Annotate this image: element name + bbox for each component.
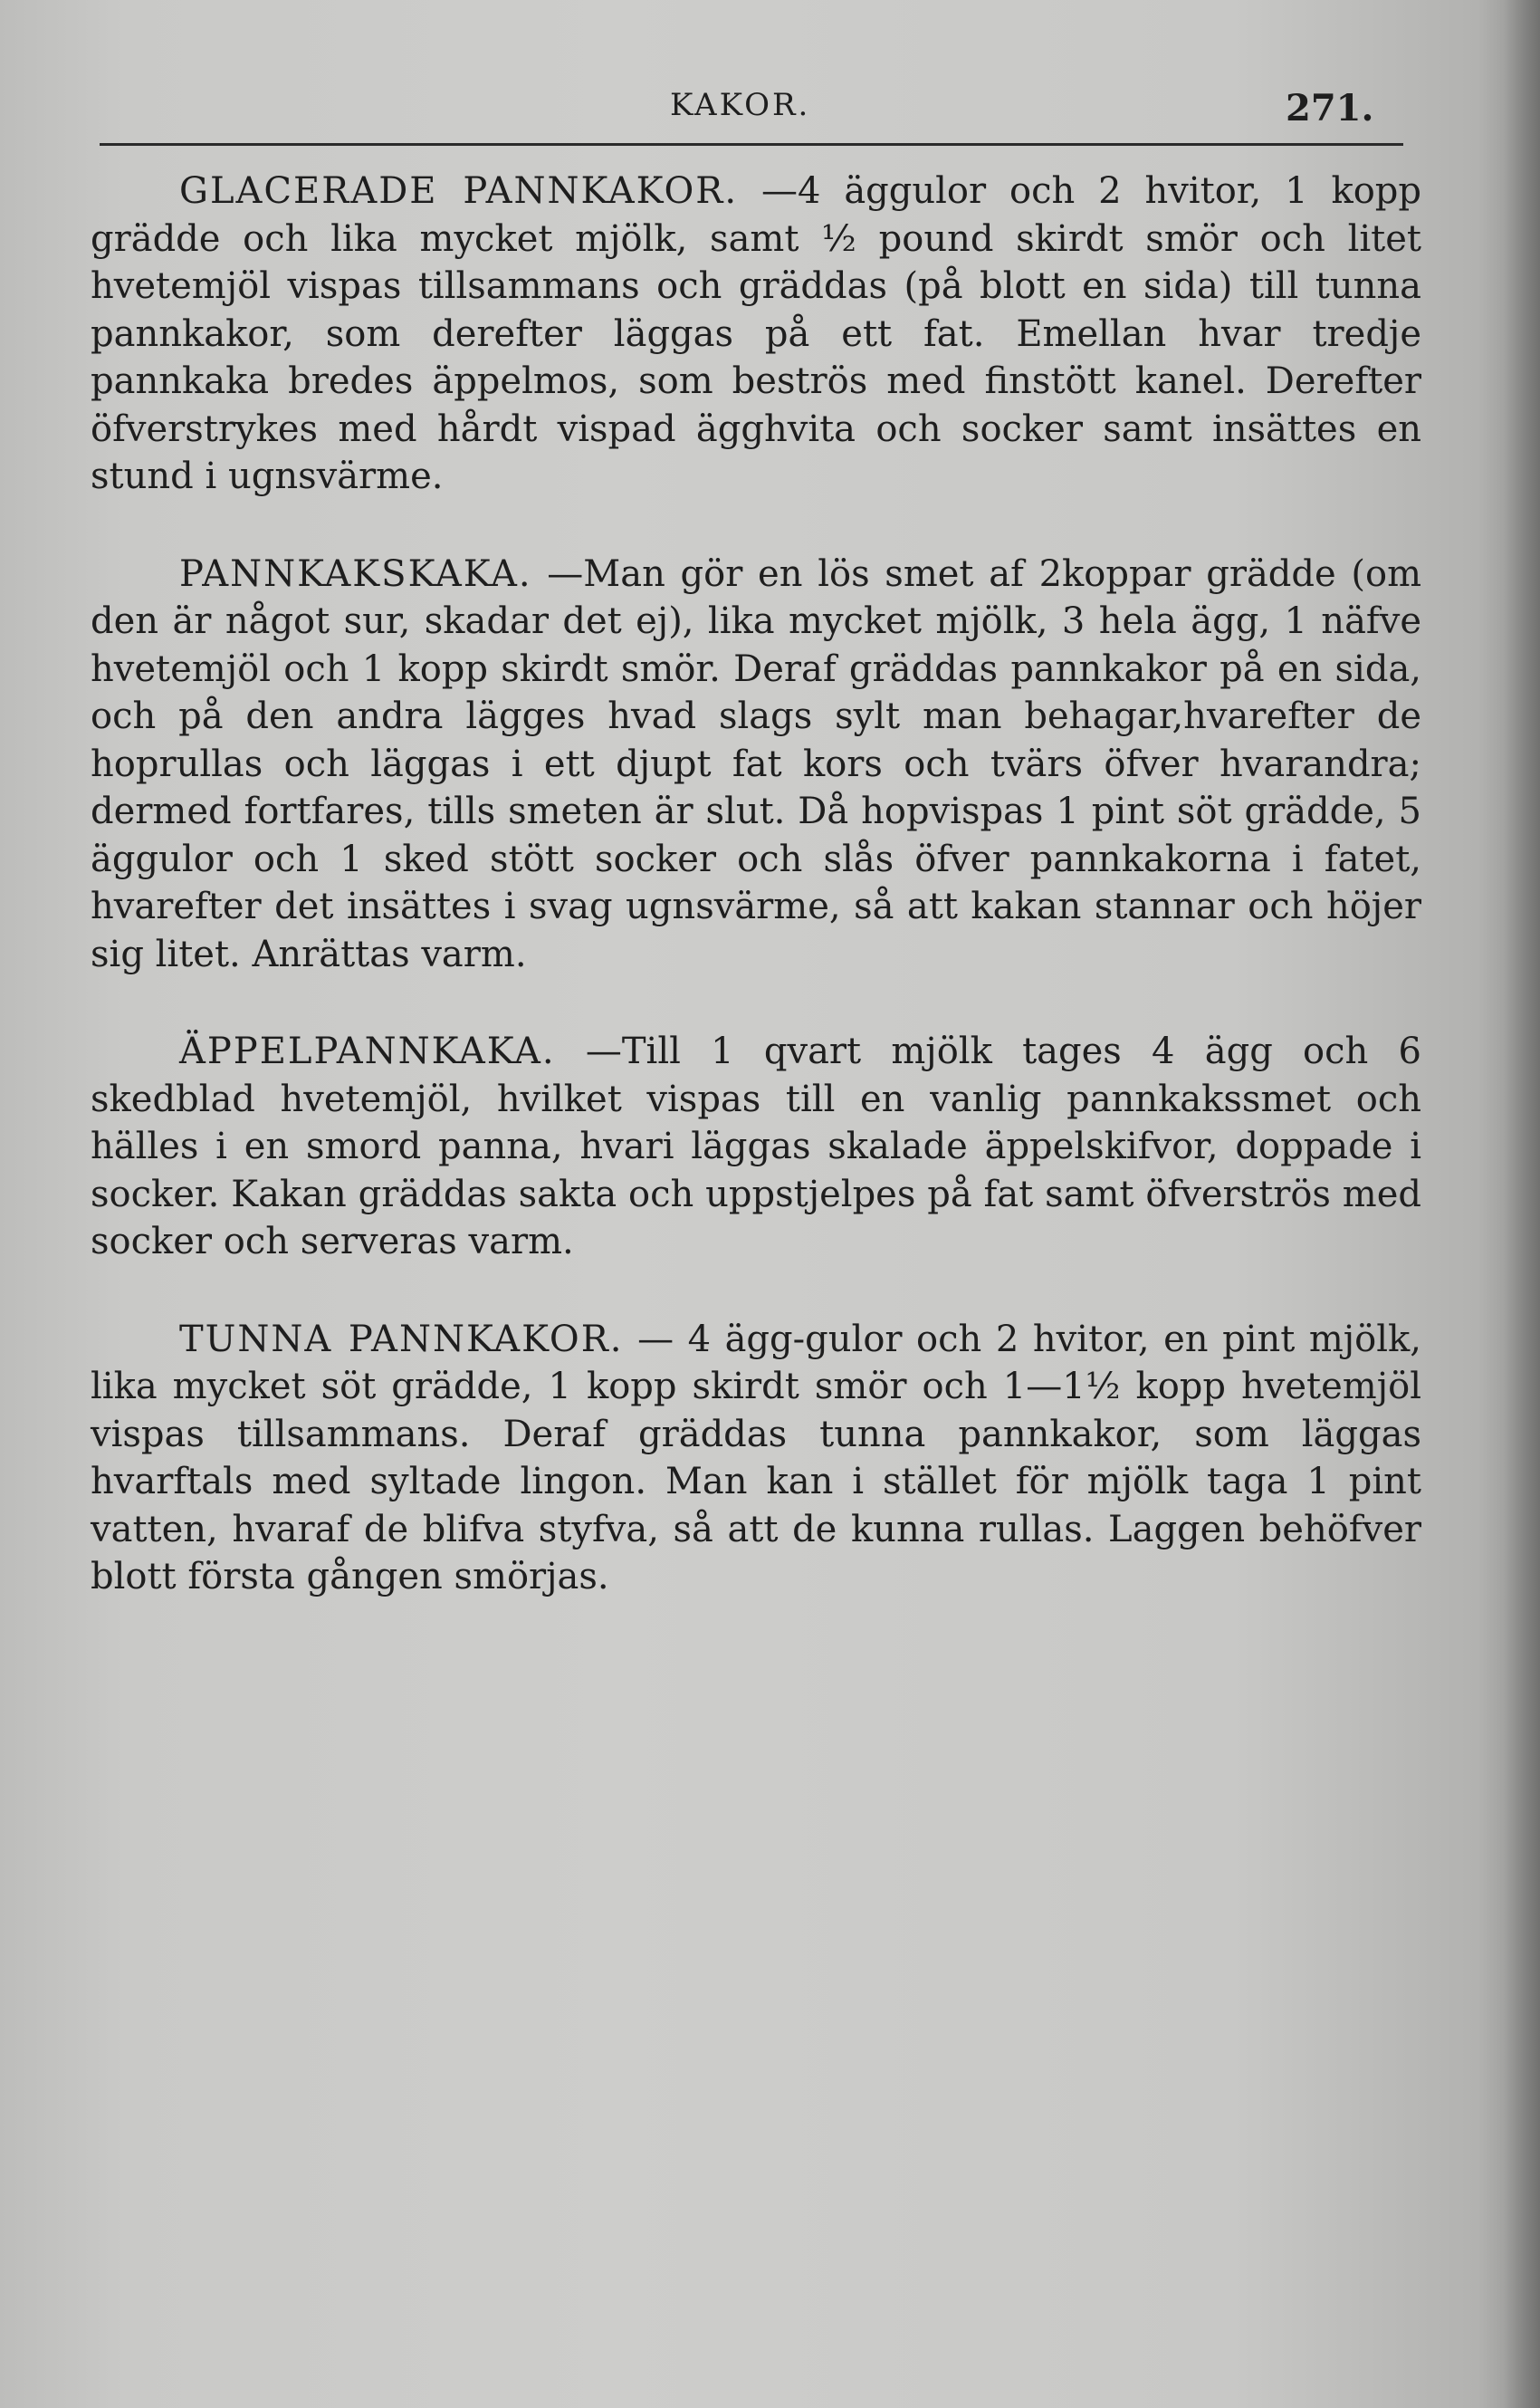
recipe-glacerade-pannkakor [91, 168, 1421, 501]
running-head-title: KAKOR. [670, 87, 811, 123]
recipe-title: PANNKAKSKAKA. [179, 552, 532, 595]
recipe-text: —Man gör en lös smet af 2koppar grädde (om den är något sur, skadar det ej), lika mycket mjölk, 3 hela ägg, 1 näfve hvetemjöl och 1 kopp skirdt smör. Deraf gräddas pannkakor på en sida, och på den andra lägges hvad slags sylt man behagar,hvarefter de hoprullas och läggas i ett djupt fat kors och tvärs öfver hvarandra; dermed fortfares, tills smeten är slut. Då hopvispas 1 pint söt grädde, 5 äggulor och 1 sked stött socker och slås öfver pannkakorna i fatet, hvarefter det insättes i svag ugnsvärme, så att kakan stannar och höjer sig litet. Anrättas varm. [91, 552, 1421, 975]
page-body [91, 168, 1421, 1601]
recipe-text: —4 äggulor och 2 hvitor, 1 kopp grädde och lika mycket mjölk, samt ½ pound skirdt smör och litet hvetemjöl vispas tillsammans och gräddas (på blott en sida) till tunna pannkakor, som derefter läggas på ett fat. Emellan hvar tredje pannkaka bredes äppelmos, som beströs med finstött kanel. Derefter öfverstrykes med hårdt vispad ägghvita och socker samt insättes en stund i ugnsvärme. [91, 170, 1422, 497]
recipe-pannkakskaka [91, 551, 1421, 979]
recipe-tunna-pannkakor [91, 1316, 1421, 1601]
page-edge-shadow [1504, 0, 1540, 2408]
recipe-title: GLACERADE PANNKAKOR. [179, 170, 739, 212]
page-number: 271. [1286, 87, 1374, 130]
recipe-title: ÄPPELPANNKAKA. [179, 1031, 556, 1072]
recipe-appelpannkaka [91, 1028, 1421, 1266]
recipe-text: — 4 ägg-gulor och 2 hvitor, en pint mjölk, lika mycket söt grädde, 1 kopp skirdt smör och 1—1½ kopp hvetemjöl vispas tillsammans. Deraf gräddas tunna pannkakor, som läggas hvarftals med syltade lingon. Man kan i stället för mjölk taga 1 pint vatten, hvaraf de blifva styfva, så att de kunna rullas. Laggen behöfver blott första gången smörjas. [91, 1318, 1422, 1597]
header-rule [100, 143, 1403, 146]
running-head [0, 87, 1540, 141]
recipe-text: —Till 1 qvart mjölk tages 4 ägg och 6 skedblad hvetemjöl, hvilket vispas till en vanlig pannkakssmet och hälles i en smord panna, hvari läggas skalade äppelskifvor, doppade i socker. Kakan gräddas sakta och uppstjelpes på fat samt öfverströs med socker och serveras varm. [91, 1031, 1421, 1262]
recipe-title: TUNNA PANNKAKOR. [179, 1318, 624, 1360]
